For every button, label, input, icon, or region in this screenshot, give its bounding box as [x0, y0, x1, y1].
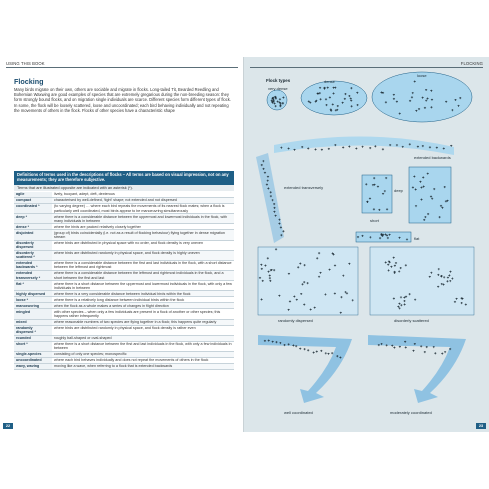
definition-term: short * [14, 341, 52, 351]
page-number-left: 22 [3, 423, 13, 429]
label-dense: dense [324, 79, 335, 84]
definition-term: single-species [14, 351, 52, 357]
bird-marker [320, 350, 322, 352]
left-page [0, 57, 244, 432]
page-number-right: 23 [476, 423, 486, 429]
definition-text: where reasonable numbers of two species are flying together in a flock; this happens quite regularly [52, 319, 234, 325]
definition-row [14, 250, 234, 260]
running-head-left: USING THIS BOOK [6, 61, 45, 66]
definition-text: where birds are distributed in physical space with no order, and flock density is very uneven [52, 240, 234, 250]
definition-text: where each bird behaves individually and does not repeat the movements of others in the flock [52, 357, 234, 363]
loose-shape [372, 72, 472, 122]
definition-term: disjointed [14, 230, 52, 240]
definition-text: where there is a considerable distance between the uppermost and lowermost individuals in the flock, with many individuals in between [52, 214, 234, 224]
extended-backwards-shape [274, 136, 454, 155]
bird-marker [307, 349, 309, 351]
definition-row [14, 281, 234, 291]
definitions-table [14, 192, 234, 370]
header-rule-left [6, 67, 238, 68]
bird-marker [382, 148, 384, 150]
randomly-dispersed-box [258, 247, 358, 315]
bird-marker [362, 146, 364, 148]
short-box [362, 175, 392, 213]
definition-text: moving like a wave, when referring to a flock that is extended backwards [52, 363, 234, 369]
bird-marker [399, 346, 401, 348]
bird-marker [412, 350, 414, 352]
definition-row [14, 341, 234, 351]
definition-text: where there is a short distance between the uppermost and lowermost individuals in the flock, with only a few individuals in between [52, 281, 234, 291]
definition-row [14, 260, 234, 270]
definition-term: rounded [14, 335, 52, 341]
definition-term: randomly dispersed * [14, 325, 52, 335]
bird-marker [434, 352, 436, 354]
definition-term: loose * [14, 297, 52, 303]
section-title: Flocking [14, 77, 44, 86]
label-randomly-dispersed: randomly dispersed [278, 318, 313, 323]
bird-marker [369, 147, 371, 149]
deep-box [409, 167, 451, 223]
bird-marker [348, 146, 350, 148]
bird-marker [327, 353, 329, 355]
definition-text: characterised by well-defined, 'tight' shape; not extended and not dispersed [52, 197, 234, 203]
flock-types-title: Flock types [266, 78, 291, 83]
dense-shape [301, 81, 367, 115]
definition-text: where the birds are packed relatively closely together [52, 224, 234, 230]
label-short: short [370, 218, 379, 223]
definition-row [14, 230, 234, 240]
label-extended-backwards: extended backwards [414, 155, 451, 160]
bird-marker [299, 348, 301, 350]
definition-term: wavy, waving [14, 363, 52, 369]
very-dense-shape [267, 90, 287, 110]
bird-marker [393, 346, 395, 348]
bird-marker [316, 351, 318, 353]
bird-marker [342, 146, 344, 148]
definition-row [14, 240, 234, 250]
definition-row [14, 203, 234, 213]
bird-marker [328, 148, 330, 150]
bird-marker [325, 352, 327, 354]
definition-row [14, 325, 234, 335]
definition-text: where there is a considerable distance between the leftmost and rightmost individuals in the flock, and a short between the first and last [52, 271, 234, 281]
definition-term: disorderly scattered * [14, 250, 52, 260]
label-deep: deep [394, 188, 403, 193]
definition-term: dense * [14, 224, 52, 230]
definition-term: highly dispersed [14, 291, 52, 297]
label-loose: loose [417, 73, 427, 78]
right-page [244, 57, 489, 432]
book-spread [0, 57, 489, 432]
definition-text: where there is a short distance between the first and last individuals in the flock, with only a few individuals in between [52, 341, 234, 351]
definition-text: where there is a very considerable distance between individual birds within the flock [52, 291, 234, 297]
bird-marker [441, 353, 443, 355]
definition-term: mingled [14, 309, 52, 319]
bird-marker [405, 346, 407, 348]
definition-term: flat * [14, 281, 52, 291]
definition-text: where there is a relatively long distance between individual birds within the flock [52, 297, 234, 303]
definition-term: compact [14, 197, 52, 203]
bird-marker [314, 148, 316, 150]
definition-text: where birds are distributed randomly in physical space, and flock density is highly uneven [52, 250, 234, 260]
definition-text: (to varying degree) … where each bird repeats the movements of its nearest flock mates; when a flock is particularly well coordinated, most birds appear to be manoeuvring simultaneously [52, 203, 234, 213]
label-very-dense: very dense [268, 86, 288, 91]
definition-term: manoeuvring [14, 303, 52, 309]
definition-term: disorderly dispersed [14, 240, 52, 250]
bird-marker [313, 352, 315, 354]
well-coordinated-arrow [258, 335, 352, 403]
label-flat: flat [414, 236, 420, 241]
disorderly-scattered-box [370, 247, 474, 315]
bird-marker [331, 352, 333, 354]
flat-box [356, 232, 411, 242]
running-head-right: FLOCKING [460, 61, 483, 66]
definition-text: when the flock as a whole makes a series of changes in flight direction [52, 303, 234, 309]
definition-text: where there is a considerable distance between the first and last individuals in the flock, with a short distance between the leftmost and rightmost [52, 260, 234, 270]
moderately-coordinated-arrow [368, 335, 466, 403]
definition-term: agile [14, 192, 52, 197]
definition-text: (group of) birds coincidentally (i.e. not as a result of flocking behaviour) flying together in dense migration stream [52, 230, 234, 240]
definition-row [14, 363, 234, 369]
definitions-header: Definitions of terms used in the descriptions of flocks – All terms are based on visual impression, not on any measurements; they are therefore subjective. [14, 171, 234, 185]
definition-term: extended transversely * [14, 271, 52, 281]
bird-marker [444, 351, 446, 353]
definition-term: uncoordinated [14, 357, 52, 363]
extended-transversely-shape [256, 153, 284, 243]
label-moderately-coordinated: moderately coordinated [390, 410, 432, 415]
definition-row [14, 271, 234, 281]
bird-marker [424, 351, 426, 353]
flock-types-diagram [244, 57, 489, 432]
definition-row [14, 214, 234, 224]
definition-row [14, 309, 234, 319]
definitions-note: Terms that are illustrated opposite are indicated with an asterisk (*). [14, 185, 234, 191]
intro-paragraph: Many birds migrate on their own, others are sociable and migrate in flocks. Long-tailed Tit, Bearded Reedling and Bohemian Waxwing are good examples of species that are extremely gregarious during the non-breeding season: they form strongly bound flocks, and on migration single individuals are scarce. Different species form different types of flock. In some, the flock will be loosely scattered, loose and uncoordinated; each bird behaving individually and not repeating the movements of others in the flock. Flocks of other species have a characteristic shape [14, 87, 231, 113]
label-well-coordinated: well coordinated [284, 410, 313, 415]
label-disorderly-scattered: disorderly scattered [394, 318, 429, 323]
definition-text: with other species – when only a few individuals are present in a flock of another or other species; this happens rather infrequently [52, 309, 234, 319]
definition-text: lively, buoyant, adept, deft, dexterous [52, 192, 234, 197]
definition-term: deep * [14, 214, 52, 224]
definition-text: where birds are distributed randomly in physical space, and flock density is rather even [52, 325, 234, 335]
label-extended-transversely: extended transversely [284, 185, 324, 190]
definition-term: extended backwards * [14, 260, 52, 270]
bird-marker [355, 147, 357, 149]
bird-marker [321, 149, 323, 151]
bird-marker [304, 348, 306, 350]
definition-term: coordinated * [14, 203, 52, 213]
definition-term: mixed [14, 319, 52, 325]
definition-text: consisting of only one species; monospecific [52, 351, 234, 357]
definition-text: roughly ball-shaped or oval-shaped [52, 335, 234, 341]
